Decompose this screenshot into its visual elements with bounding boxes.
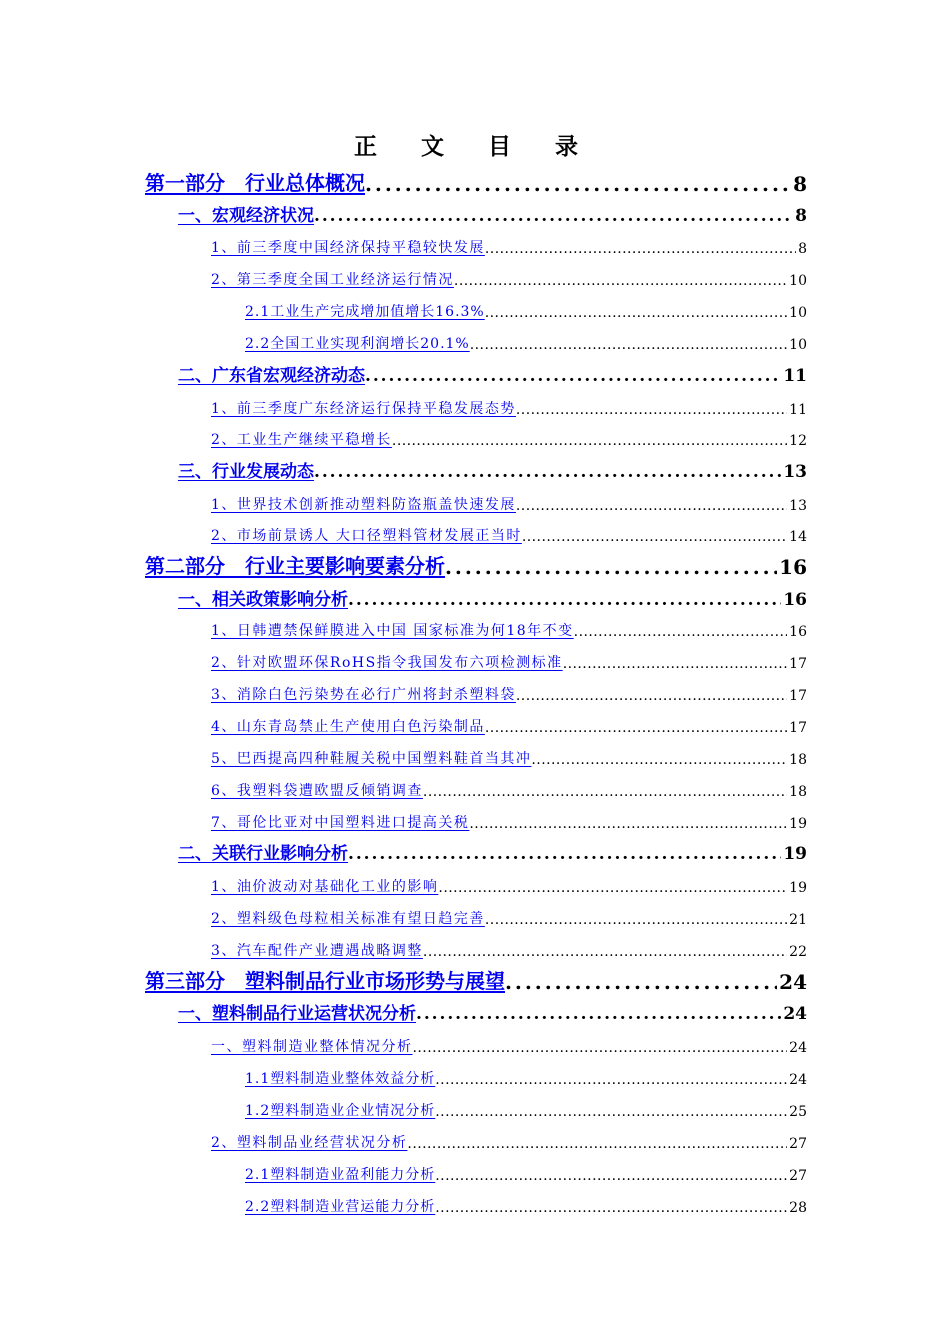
toc-entry-link[interactable]: 2.2全国工业实现利润增长20.1% — [245, 336, 470, 352]
toc-entry-link[interactable]: 第三部分 塑料制品行业市场形势与展望 — [145, 969, 505, 993]
toc-entry-level-3[interactable] — [211, 712, 807, 736]
toc-page-number: 11 — [783, 366, 807, 386]
toc-entry-link[interactable]: 2、塑料制品业经营状况分析 — [211, 1135, 408, 1151]
toc-entry-link[interactable]: 3、汽车配件产业遭遇战略调整 — [211, 943, 423, 959]
toc-entry-link[interactable]: 1.1塑料制造业整体效益分析 — [245, 1071, 436, 1087]
toc-entry-link[interactable]: 2、工业生产继续平稳增长 — [211, 432, 392, 448]
toc-page-number: 17 — [789, 720, 807, 736]
toc-entry-level-3[interactable] — [211, 233, 807, 257]
toc-entry-level-3[interactable] — [211, 776, 807, 800]
toc-page-number: 24 — [783, 1004, 807, 1024]
toc-entry-level-3[interactable] — [211, 904, 807, 928]
toc-page-number: 10 — [789, 337, 807, 353]
dot-leader — [348, 844, 781, 864]
toc-title: 正 文 目 录 — [353, 133, 597, 160]
toc-entry-level-4[interactable] — [245, 1064, 807, 1088]
toc-entry-level-2[interactable] — [178, 838, 807, 864]
toc-entry-level-2[interactable] — [178, 200, 807, 226]
toc-page-number: 17 — [789, 688, 807, 704]
dot-leader — [516, 402, 787, 418]
dot-leader — [416, 1004, 781, 1024]
toc-entry-level-3[interactable] — [211, 265, 807, 289]
toc-page-number: 19 — [789, 816, 807, 832]
toc-entry-link[interactable]: 一、宏观经济状况 — [178, 206, 314, 226]
toc-entry-level-3[interactable] — [211, 1032, 807, 1056]
toc-entry-link[interactable]: 一、塑料制品行业运营状况分析 — [178, 1004, 416, 1024]
toc-entry-level-3[interactable] — [211, 936, 807, 960]
dot-leader — [485, 912, 787, 928]
dot-leader — [314, 206, 793, 226]
dot-leader — [365, 172, 791, 196]
toc-page-number: 14 — [789, 529, 807, 545]
dot-leader — [485, 241, 796, 257]
toc-entry-level-3[interactable] — [211, 1128, 807, 1152]
dot-leader — [348, 590, 781, 610]
toc-entry-link[interactable]: 1、世界技术创新推动塑料防盗瓶盖快速发展 — [211, 497, 516, 513]
toc-entry-level-3[interactable] — [211, 521, 807, 545]
toc-entry-level-3[interactable] — [211, 744, 807, 768]
toc-entry-level-4[interactable] — [245, 1096, 807, 1120]
toc-entry-link[interactable]: 5、巴西提高四种鞋履关税中国塑料鞋首当其冲 — [211, 751, 532, 767]
dot-leader — [516, 498, 787, 514]
toc-entry-level-3[interactable] — [211, 490, 807, 514]
toc-entry-level-1[interactable] — [145, 166, 807, 196]
dot-leader — [485, 720, 787, 736]
toc-entry-level-2[interactable] — [178, 360, 807, 386]
toc-page-number: 13 — [783, 462, 807, 482]
toc-entry-link[interactable]: 1.2塑料制造业企业情况分析 — [245, 1103, 436, 1119]
toc-entry-link[interactable]: 3、消除白色污染势在必行广州将封杀塑料袋 — [211, 687, 516, 703]
dot-leader — [445, 555, 777, 579]
toc-entry-level-3[interactable] — [211, 648, 807, 672]
dot-leader — [485, 305, 787, 321]
toc-entry-level-3[interactable] — [211, 808, 807, 832]
toc-entry-level-3[interactable] — [211, 616, 807, 640]
toc-entry-link[interactable]: 1、前三季度广东经济运行保持平稳发展态势 — [211, 401, 516, 417]
toc-page-number: 12 — [789, 433, 807, 449]
dot-leader — [423, 784, 787, 800]
toc-entry-level-1[interactable] — [145, 964, 807, 994]
dot-leader — [435, 1104, 787, 1120]
toc-page-number: 21 — [789, 912, 807, 928]
toc-page-number: 16 — [779, 555, 807, 579]
toc-page-number: 18 — [789, 784, 807, 800]
toc-entry-link[interactable]: 2.1工业生产完成增加值增长16.3% — [245, 304, 485, 320]
toc-entry-level-3[interactable] — [211, 425, 807, 449]
toc-page-number: 8 — [798, 241, 807, 257]
dot-leader — [413, 1040, 788, 1056]
toc-page-number: 19 — [789, 880, 807, 896]
toc-entry-link[interactable]: 2.2塑料制造业营运能力分析 — [245, 1199, 436, 1215]
toc-entry-link[interactable]: 二、广东省宏观经济动态 — [178, 366, 365, 386]
toc-page-number: 11 — [789, 402, 807, 418]
toc-entry-link[interactable]: 2.1塑料制造业盈利能力分析 — [245, 1167, 436, 1183]
dot-leader — [407, 1136, 787, 1152]
dot-leader — [423, 944, 787, 960]
toc-entry-link[interactable]: 一、塑料制造业整体情况分析 — [211, 1039, 413, 1055]
toc-page-number: 27 — [789, 1168, 807, 1184]
toc-entry-level-2[interactable] — [178, 456, 807, 482]
dot-leader — [563, 656, 787, 672]
dot-leader — [470, 337, 787, 353]
toc-page-number: 17 — [789, 656, 807, 672]
toc-entry-link[interactable]: 1、日韩遭禁保鲜膜进入中国 国家标准为何18年不变 — [211, 623, 574, 639]
dot-leader — [392, 433, 787, 449]
dot-leader — [435, 1200, 787, 1216]
toc-page-number: 8 — [795, 206, 807, 226]
dot-leader — [435, 1168, 787, 1184]
toc-entry-link[interactable]: 第二部分 行业主要影响要素分析 — [145, 554, 445, 578]
toc-entry-level-4[interactable] — [245, 1160, 807, 1184]
toc-page-number: 19 — [783, 844, 807, 864]
toc-page-number: 10 — [789, 305, 807, 321]
dot-leader — [454, 273, 787, 289]
toc-page-number: 18 — [789, 752, 807, 768]
toc-entry-link[interactable]: 6、我塑料袋遭欧盟反倾销调查 — [211, 783, 423, 799]
toc-entry-link[interactable]: 三、行业发展动态 — [178, 462, 314, 482]
toc-entry-link[interactable]: 1、前三季度中国经济保持平稳较快发展 — [211, 240, 485, 256]
toc-entry-level-2[interactable] — [178, 998, 807, 1024]
toc-page-number: 10 — [789, 273, 807, 289]
toc-entry-level-3[interactable] — [211, 680, 807, 704]
toc-entry-link[interactable]: 二、关联行业影响分析 — [178, 844, 348, 864]
toc-entry-link[interactable]: 4、山东青岛禁止生产使用白色污染制品 — [211, 719, 485, 735]
toc-entry-level-4[interactable] — [245, 1192, 807, 1216]
toc-page-number: 8 — [793, 172, 807, 196]
toc-entry-link[interactable]: 2、市场前景诱人 大口径塑料管材发展正当时 — [211, 528, 522, 544]
dot-leader — [516, 688, 787, 704]
toc-page-number: 22 — [789, 944, 807, 960]
toc-entry-level-3[interactable] — [211, 872, 807, 896]
dot-leader — [531, 752, 787, 768]
toc-page-number: 24 — [779, 970, 807, 994]
toc-entry-link[interactable]: 7、哥伦比亚对中国塑料进口提高关税 — [211, 815, 470, 831]
toc-page-number: 16 — [783, 590, 807, 610]
dot-leader — [522, 529, 787, 545]
dot-leader — [505, 970, 777, 994]
toc-entry-link[interactable]: 2、塑料级色母粒相关标准有望日趋完善 — [211, 911, 485, 927]
toc-entry-level-1[interactable] — [145, 549, 807, 579]
toc-entry-link[interactable]: 2、第三季度全国工业经济运行情况 — [211, 272, 454, 288]
dot-leader — [469, 816, 787, 832]
dot-leader — [435, 1072, 787, 1088]
toc-page-number: 28 — [789, 1200, 807, 1216]
dot-leader — [365, 366, 781, 386]
toc-page-number: 24 — [789, 1072, 807, 1088]
toc-entry-link[interactable]: 一、相关政策影响分析 — [178, 590, 348, 610]
dot-leader — [314, 462, 781, 482]
toc-page-number: 27 — [789, 1136, 807, 1152]
dot-leader — [438, 880, 787, 896]
toc-entry-level-2[interactable] — [178, 584, 807, 610]
toc-page-number: 25 — [789, 1104, 807, 1120]
toc-entry-level-4[interactable] — [245, 329, 807, 353]
toc-page-number: 13 — [789, 498, 807, 514]
toc-entry-link[interactable]: 第一部分 行业总体概况 — [145, 171, 365, 195]
toc-page-number: 24 — [789, 1040, 807, 1056]
toc-entry-link[interactable]: 1、油价波动对基础化工业的影响 — [211, 879, 439, 895]
toc-entry-level-4[interactable] — [245, 297, 807, 321]
toc-entry-level-3[interactable] — [211, 394, 807, 418]
dot-leader — [574, 624, 788, 640]
toc-page-number: 16 — [789, 624, 807, 640]
toc-entry-link[interactable]: 2、针对欧盟环保RoHS指令我国发布六项检测标准 — [211, 655, 563, 671]
